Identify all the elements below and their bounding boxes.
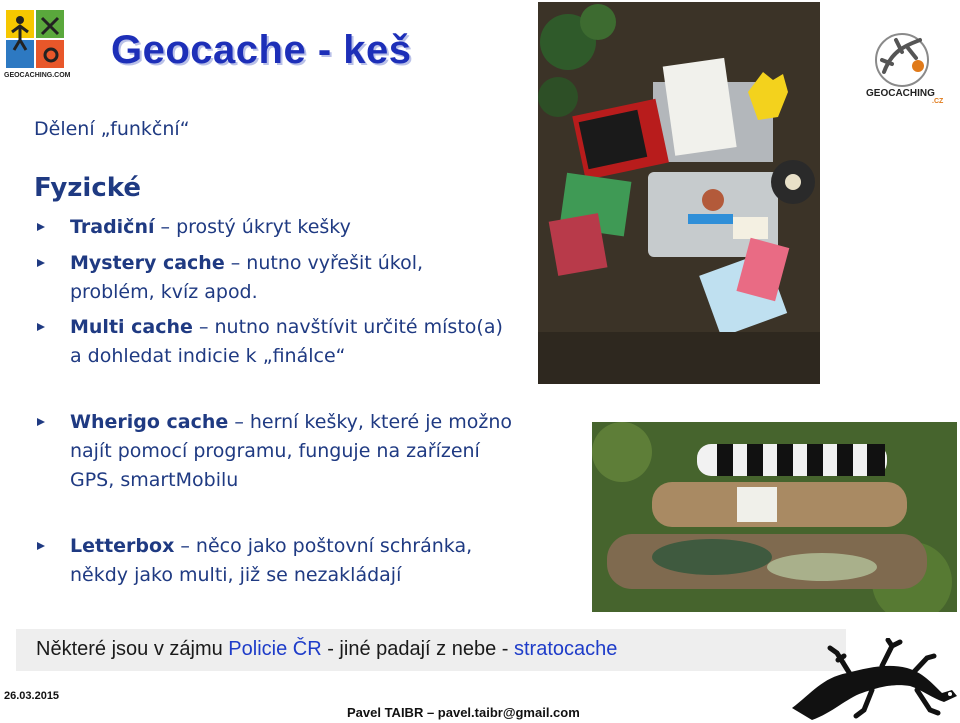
bullet-arrow-icon — [36, 257, 46, 269]
bullet-term: Multi cache — [70, 316, 193, 338]
author: Pavel TAIBR – pavel.taibr@gmail.com — [347, 705, 580, 720]
lizard-logo-icon — [872, 30, 932, 88]
bullet-term: Wherigo cache — [70, 411, 229, 433]
logo-mark-icon — [6, 10, 64, 68]
bullet-text: – herní kešky, které je možno najít pomocí programu, funguje na zařízení GPS, smartMobilu — [70, 411, 513, 491]
footer-part2: - jiné padají z nebe - — [321, 638, 514, 660]
section-heading: Fyzické — [34, 173, 141, 203]
cache-contents-image — [538, 2, 820, 384]
bullet-text: – nutno navštívit určité místo(a) a dohledat indicie k „finálce“ — [70, 316, 503, 367]
bullet-arrow-icon — [36, 221, 46, 233]
bullet-text: – nutno vyřešit úkol, problém, kvíz apod. — [70, 252, 424, 303]
bullet-term: Tradiční — [70, 216, 155, 238]
bullet-term: Letterbox — [70, 535, 175, 557]
footer-part1: Některé jsou v zájmu — [36, 638, 229, 660]
lizard-silhouette-icon — [792, 638, 960, 723]
logo-right-caption: GEOCACHING — [866, 88, 935, 99]
tube-containers-photo — [592, 422, 957, 612]
bullet-text: – prostý úkryt kešky — [154, 216, 351, 238]
stratocache-link[interactable]: stratocache — [514, 638, 618, 660]
bullet-arrow-icon — [36, 416, 46, 428]
police-link[interactable]: Policie ČR — [228, 638, 322, 660]
bullet-arrow-icon — [36, 540, 46, 552]
cache-contents-photo — [538, 2, 820, 384]
bullet-text: – něco jako poštovní schránka, někdy jako multi, již se nezakládají — [70, 535, 473, 586]
date: 26.03.2015 — [4, 690, 60, 702]
bullet-term: Mystery cache — [70, 252, 225, 274]
footer-text — [36, 638, 617, 661]
logo-caption: GEOCACHING.COM — [4, 72, 71, 79]
geocaching-cz-logo — [852, 30, 952, 110]
logo-right-suffix: .CZ — [932, 98, 944, 105]
subtitle: Dělení „funkční“ — [34, 118, 190, 140]
geocaching-logo — [4, 8, 71, 88]
page-title: Geocache - keš — [111, 28, 412, 72]
bullet-arrow-icon — [36, 321, 46, 333]
tube-containers-image — [592, 422, 957, 612]
